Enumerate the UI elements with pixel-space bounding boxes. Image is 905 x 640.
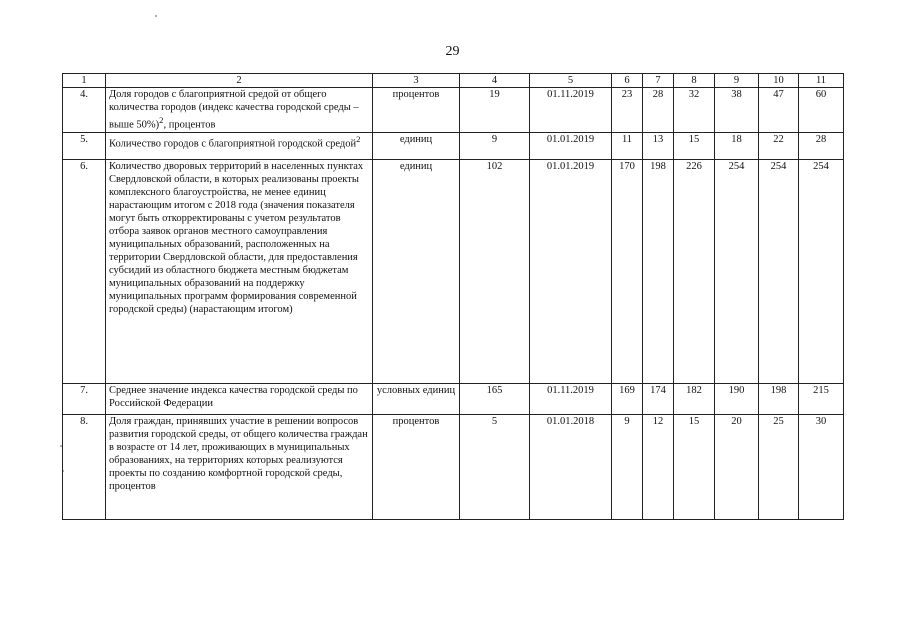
footnote-mark: 2	[159, 115, 164, 125]
value-cell: 18	[715, 132, 759, 159]
column-header: 10	[759, 74, 799, 88]
base-value: 102	[460, 159, 530, 383]
value-cell: 254	[759, 159, 799, 383]
column-header: 6	[612, 74, 643, 88]
row-number: 8.	[63, 414, 106, 519]
table-row	[63, 88, 844, 133]
value-cell: 60	[799, 88, 844, 133]
value-cell: 25	[759, 414, 799, 519]
value-cell: 170	[612, 159, 643, 383]
base-date: 01.01.2019	[530, 132, 612, 159]
column-header: 3	[373, 74, 460, 88]
unit-cell: условных единиц	[373, 383, 460, 414]
unit-cell: единиц	[373, 159, 460, 383]
value-cell: 30	[799, 414, 844, 519]
indicator-name-tail: , процентов	[163, 119, 216, 131]
row-number: 6.	[63, 159, 106, 383]
unit-cell: процентов	[373, 414, 460, 519]
column-header: 8	[674, 74, 715, 88]
base-value: 5	[460, 414, 530, 519]
value-cell: 28	[643, 88, 674, 133]
value-cell: 22	[759, 132, 799, 159]
value-cell: 190	[715, 383, 759, 414]
table-row	[63, 159, 844, 383]
row-number: 4.	[63, 88, 106, 133]
value-cell: 38	[715, 88, 759, 133]
indicator-name	[106, 132, 373, 159]
base-value: 165	[460, 383, 530, 414]
base-date: 01.01.2019	[530, 159, 612, 383]
table-row	[63, 414, 844, 519]
column-header: 5	[530, 74, 612, 88]
indicator-name: Доля граждан, принявших участие в решении вопросов развития городской среды, от общего количества граждан в возрасте от 14 лет, проживающих в муниципальных образованиях, на территориях которых реализуются проекты по созданию комфортной городской среды, процентов	[106, 414, 373, 519]
value-cell: 9	[612, 414, 643, 519]
base-date: 01.01.2018	[530, 414, 612, 519]
value-cell: 198	[643, 159, 674, 383]
value-cell: 254	[799, 159, 844, 383]
value-cell: 174	[643, 383, 674, 414]
value-cell: 198	[759, 383, 799, 414]
value-cell: 254	[715, 159, 759, 383]
value-cell: 15	[674, 132, 715, 159]
indicator-name: Среднее значение индекса качества городской среды по Российской Федерации	[106, 383, 373, 414]
value-cell: 15	[674, 414, 715, 519]
column-header: 9	[715, 74, 759, 88]
page-number: 29	[445, 44, 460, 59]
value-cell: 47	[759, 88, 799, 133]
footnote-mark: 2	[356, 133, 361, 144]
column-header: 2	[106, 74, 373, 88]
value-cell: 20	[715, 414, 759, 519]
value-cell: 28	[799, 132, 844, 159]
value-cell: 32	[674, 88, 715, 133]
base-value: 19	[460, 88, 530, 133]
column-header: 7	[643, 74, 674, 88]
value-cell: 13	[643, 132, 674, 159]
row-number: 5.	[63, 132, 106, 159]
indicator-name: Количество дворовых территорий в населенных пунктах Свердловской области, в которых реализованы проекты комплексного благоустройства, не менее единиц нарастающим итогом с 2018 года (значения показателя могут быть откорректированы с учетом результатов отбора заявок органов местного самоуправления муниципальных образований, расположенных на территории Свердловской области, для предоставления субсидий из областного бюджета местным бюджетам муниципальных образований на поддержку муниципальных программ формирования современной городской среды) (нарастающим итогом)	[106, 159, 373, 383]
table-header-row	[63, 74, 844, 88]
unit-cell: единиц	[373, 132, 460, 159]
value-cell: 182	[674, 383, 715, 414]
base-value: 9	[460, 132, 530, 159]
value-cell: 215	[799, 383, 844, 414]
base-date: 01.11.2019	[530, 88, 612, 133]
indicator-name-text: Количество городов с благоприятной городской средой	[109, 138, 357, 149]
table-row	[63, 383, 844, 414]
value-cell: 23	[612, 88, 643, 133]
table-row	[63, 132, 844, 159]
value-cell: 11	[612, 132, 643, 159]
base-date: 01.11.2019	[530, 383, 612, 414]
row-number: 7.	[63, 383, 106, 414]
unit-cell: процентов	[373, 88, 460, 133]
value-cell: 12	[643, 414, 674, 519]
column-header: 1	[63, 74, 106, 88]
indicator-name	[106, 88, 373, 133]
column-header: 4	[460, 74, 530, 88]
scan-speck	[155, 15, 157, 17]
column-header: 11	[799, 74, 844, 88]
value-cell: 226	[674, 159, 715, 383]
value-cell: 169	[612, 383, 643, 414]
indicator-table	[62, 73, 844, 520]
indicator-name-text: Доля городов с благоприятной средой от общего количества городов (индекс качества городской среды – выше 50%)	[109, 89, 359, 131]
